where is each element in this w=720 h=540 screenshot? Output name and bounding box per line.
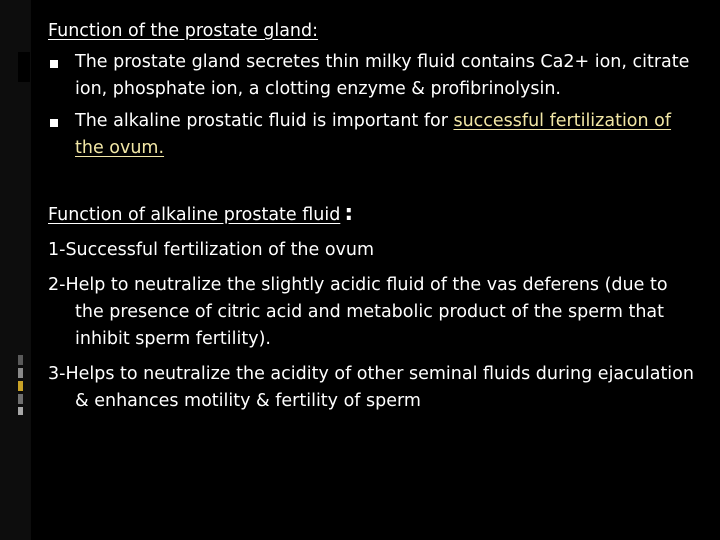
accent-block xyxy=(18,52,30,82)
highlighted-text: successful fertilization of the ovum. xyxy=(75,111,672,158)
list-item: 2-Help to neutralize the slightly acidic fluid of the vas deferens (due to the presence of citric acid and metabolic product of the sperm that inhibit sperm fertility). xyxy=(48,275,668,349)
list-item: 1-Successful fertilization of the ovum xyxy=(48,240,375,260)
bullet-item xyxy=(48,49,698,103)
slide-content xyxy=(48,18,698,423)
accent-strip xyxy=(18,355,23,365)
section2-list xyxy=(48,237,698,415)
accent-strip xyxy=(18,368,23,378)
section1-heading: Function of the prostate gland: xyxy=(48,21,319,41)
bullet-text: The prostate gland secretes thin milky fluid contains Ca2+ ion, citrate ion, phosphate ion, a clotting enzyme & profibrinolysin. xyxy=(75,52,690,99)
bullet-item xyxy=(48,108,698,162)
accent-strip xyxy=(18,394,23,404)
square-bullet-icon xyxy=(50,60,58,68)
accent-strip xyxy=(18,407,23,415)
square-bullet-icon xyxy=(50,119,58,127)
section2 xyxy=(48,200,698,415)
section2-heading-row xyxy=(48,200,698,229)
section1-bullet-list xyxy=(48,49,698,162)
accent-strip xyxy=(18,381,23,391)
section2-heading-colon: : xyxy=(344,201,354,226)
list-item: 3-Helps to neutralize the acidity of other seminal fluids during ejaculation & enhances motility & fertility of sperm xyxy=(48,364,694,411)
bullet-text: The alkaline prostatic fluid is important for xyxy=(75,111,454,131)
section2-heading: Function of alkaline prostate fluid xyxy=(48,205,341,225)
